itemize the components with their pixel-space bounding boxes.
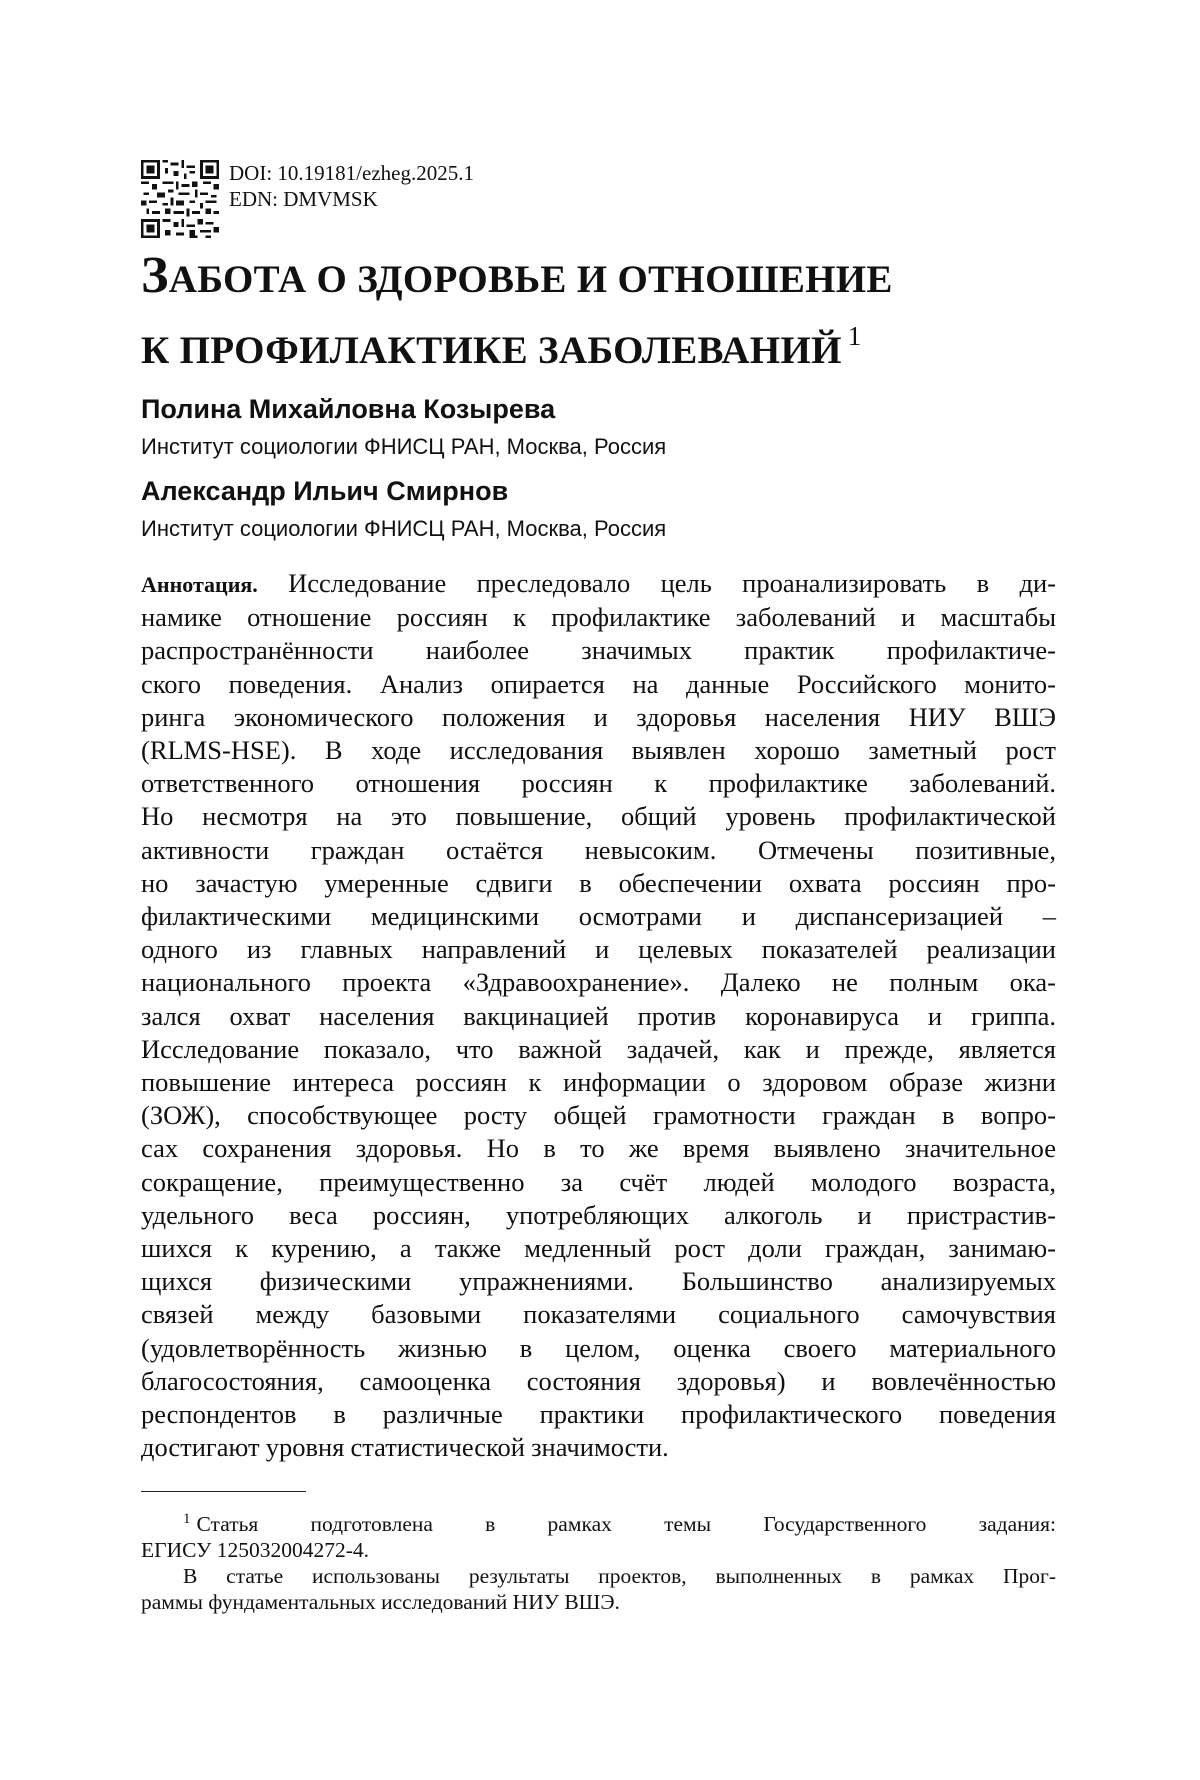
footnotes [141,1506,1056,1615]
identifier-lines [229,160,474,212]
abstract-line: щихся физическими упражнениями. Большинство анализируемых [141,1266,1056,1297]
abstract-line: достигают уровня статистической значимости. [141,1432,669,1463]
abstract-line: Исследование показало, что важной задачей, как и прежде, является [141,1033,1056,1064]
abstract-line: Но несмотря на это повышение, общий уровень профилактической [141,801,1056,832]
abstract-line: (удовлетворённость жизнью в целом, оценка своего материального [141,1332,1056,1363]
title-initial: З [141,247,169,304]
abstract-line: (ЗОЖ), способствующее росту общей грамотности граждан в вопро- [141,1100,1056,1131]
doi-text: DOI: 10.19181/ezheg.2025.1 [229,161,474,185]
abstract-line: ского поведения. Анализ опирается на данные Российского монито- [141,668,1056,699]
article-page [141,160,1056,1615]
abstract-line: удельного веса россиян, употребляющих алкоголь и пристрастив- [141,1199,1056,1230]
author-affiliation: Институт социологии ФНИСЦ РАН, Москва, Россия [141,434,667,459]
footnote-1 [141,1506,1056,1563]
abstract-line: филактическими медицинскими осмотрами и диспансеризацией – [141,901,1056,932]
title-footnote-mark[interactable]: 1 [847,321,862,351]
abstract-line: сах сохранения здоровья. Но в то же время выявлено значительное [141,1133,1056,1164]
title-line-1 [141,248,1056,308]
qr-code-icon[interactable] [141,160,219,238]
authors [141,391,1056,549]
author-name: Александр Ильич Смирнов [141,476,509,506]
identifier-block [141,160,1056,246]
abstract-line: связей между базовыми показателями социального самочувствия [141,1299,1056,1330]
abstract-line: ответственного отношения россиян к профилактике заболеваний. [141,768,1056,799]
abstract-line: (RLMS-HSE). В ходе исследования выявлен хорошо заметный рост [141,735,1056,766]
abstract-line [141,567,1056,601]
abstract-line-text: Исследование преследовало цель проанализировать в ди- [257,568,1056,598]
footnote-mark: 1 [183,1511,191,1528]
title-line-2-text: К ПРОФИЛАКТИКЕ ЗАБОЛЕВАНИЙ [141,329,842,372]
abstract-label: Аннотация. [141,572,258,597]
title-line-2 [141,308,1056,379]
title-line-1-rest: АБОТА О ЗДОРОВЬЕ И ОТНОШЕНИЕ [168,258,893,301]
abstract-line: распространённости наиболее значимых практик профилактиче- [141,635,1056,666]
abstract-line: зался охват населения вакцинацией против коронавируса и гриппа. [141,1000,1056,1031]
edn-text: EDN: DMVMSK [229,187,378,211]
author-name: Полина Михайловна Козырева [141,394,556,424]
footnote-divider [141,1491,306,1492]
abstract [141,567,1056,1464]
abstract-line: шихся к курению, а также медленный рост доли граждан, занимаю- [141,1233,1056,1264]
abstract-line: респондентов в различные практики профилактического поведения [141,1399,1056,1430]
abstract-line: намике отношение россиян к профилактике заболеваний и масштабы [141,602,1056,633]
abstract-line: сокращение, преимущественно за счёт людей молодого возраста, [141,1166,1056,1197]
abstract-line: благосостояния, самооценка состояния здоровья) и вовлечённостью [141,1365,1056,1396]
footnote-2 [141,1563,1056,1615]
abstract-line: но зачастую умеренные сдвиги в обеспечении охвата россиян про- [141,867,1056,898]
footnote-line: ЕГИСУ 125032004272-4. [141,1538,370,1563]
footnote-text: Статья подготовлена в рамках темы Государственного задания: [196,1512,1056,1537]
abstract-line: национального проекта «Здравоохранение». Далеко не полным ока- [141,967,1056,998]
abstract-line: активности граждан остаётся невысоким. Отмечены позитивные, [141,834,1056,865]
footnote-line: В статье использованы результаты проектов, выполненных в рамках Прог- [183,1564,1056,1589]
article-title [141,248,1056,379]
author-affiliation: Институт социологии ФНИСЦ РАН, Москва, Россия [141,516,667,541]
footnote-line: раммы фундаментальных исследований НИУ ВШЭ. [141,1590,620,1615]
footnote-line [141,1506,1056,1537]
abstract-line: ринга экономического положения и здоровья населения НИУ ВШЭ [141,701,1056,732]
abstract-line: одного из главных направлений и целевых показателей реализации [141,934,1056,965]
abstract-line: повышение интереса россиян к информации о здоровом образе жизни [141,1067,1056,1098]
